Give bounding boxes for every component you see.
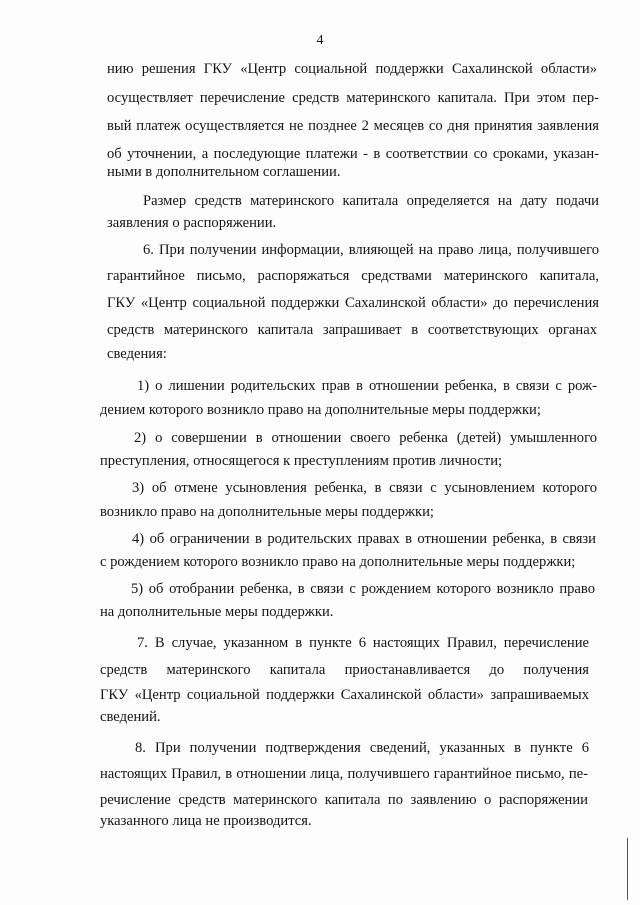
- text-line: настоящих Правил, в отношении лица, получившего гарантийное письмо, пе-: [100, 766, 588, 782]
- text-line: 1) о лишении родительских прав в отношении ребенка, в связи с рож-: [137, 378, 597, 394]
- text-line: 5) об отобрании ребенка, в связи с рождением которого возникло право: [131, 581, 595, 597]
- text-line: 2) о совершении в отношении своего ребенка (детей) умышленного: [134, 430, 597, 446]
- text-line: речисление средств материнского капитала по заявлению о распоряжении: [100, 792, 588, 808]
- text-line: 6. При получении информации, влияющей на право лица, получившего: [143, 242, 599, 258]
- text-line: ГКУ «Центр социальной поддержки Сахалинской области» запрашиваемых: [100, 687, 589, 703]
- text-line: заявления о распоряжении.: [107, 215, 277, 231]
- text-line: сведения:: [107, 346, 167, 362]
- text-line: возникло право на дополнительные меры поддержки;: [100, 504, 434, 520]
- text-line: сведений.: [100, 709, 161, 725]
- text-line: ГКУ «Центр социальной поддержки Сахалинской области» до перечисления: [107, 295, 599, 311]
- scan-edge-mark: [627, 838, 628, 900]
- text-line: Размер средств материнского капитала определяется на дату подачи: [143, 193, 599, 209]
- text-line: 3) об отмене усыновления ребенка, в связи с усыновлением которого: [132, 480, 597, 496]
- text-line: нию решения ГКУ «Центр социальной поддержки Сахалинской области»: [107, 61, 597, 77]
- text-line: ными в дополнительном соглашении.: [107, 164, 341, 180]
- text-line: средств материнского капитала запрашивает в соответствующих органах: [107, 322, 597, 338]
- text-line: дением которого возникло право на дополнительные меры поддержки;: [100, 402, 541, 418]
- text-line: преступления, относящегося к преступлениям против личности;: [100, 453, 503, 469]
- text-line: средств материнского капитала приостанавливается до получения: [100, 662, 589, 678]
- page-number: 4: [316, 33, 324, 48]
- text-line: вый платеж осуществляется не позднее 2 месяцев со дня принятия заявления: [107, 118, 599, 134]
- text-line: об уточнении, а последующие платежи - в соответствии со сроками, указан-: [107, 146, 599, 162]
- text-line: указанного лица не производится.: [100, 813, 312, 829]
- text-line: 7. В случае, указанном в пункте 6 настоящих Правил, перечисление: [137, 635, 589, 651]
- text-line: 8. При получении подтверждения сведений, указанных в пункте 6: [135, 740, 589, 756]
- text-line: с рождением которого возникло право на дополнительные меры поддержки;: [100, 554, 576, 570]
- text-line: осуществляет перечисление средств материнского капитала. При этом пер-: [107, 90, 599, 106]
- text-line: на дополнительные меры поддержки.: [100, 604, 334, 620]
- text-line: гарантийное письмо, распоряжаться средствами материнского капитала,: [107, 268, 599, 284]
- text-line: 4) об ограничении в родительских правах в отношении ребенка, в связи: [132, 531, 596, 547]
